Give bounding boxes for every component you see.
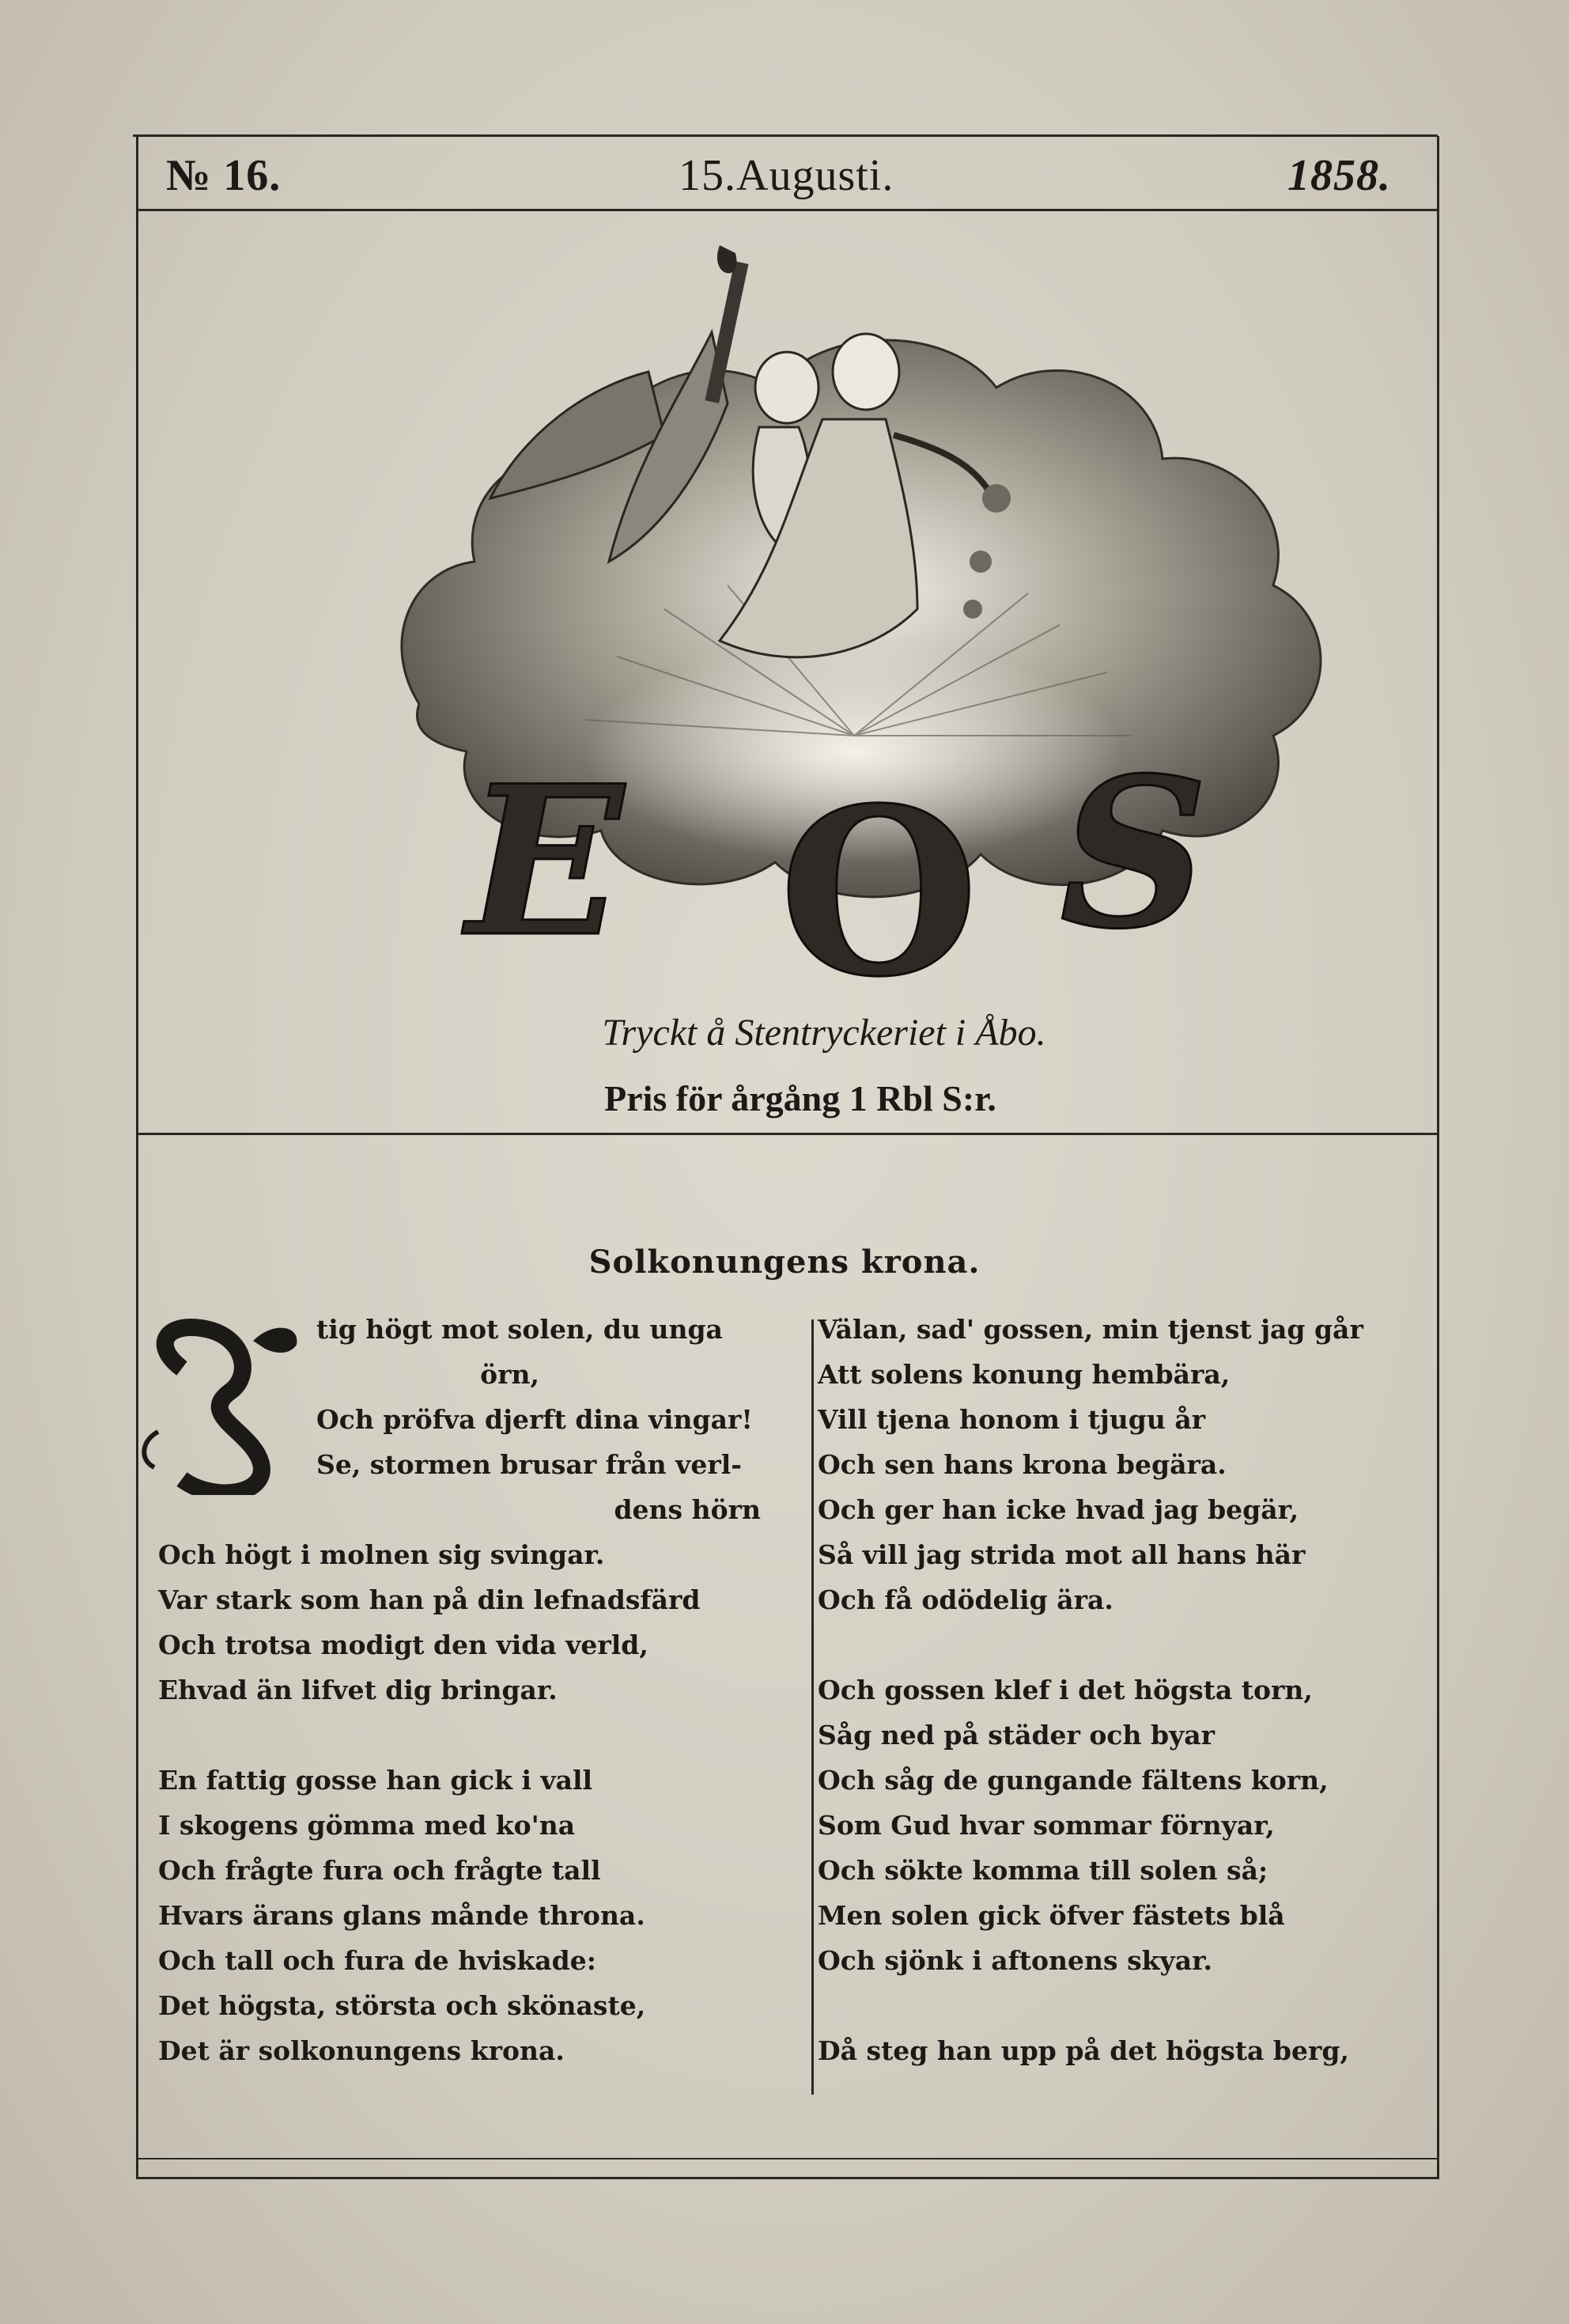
poem-line: Men solen gick öfver fästets blå (818, 1900, 1285, 1931)
poem-line: tig högt mot solen, du unga (316, 1314, 723, 1345)
poem-line: Ehvad än lifvet dig bringar. (158, 1675, 558, 1705)
poem-left-column (158, 1307, 800, 2073)
masthead-letter-e: E (467, 741, 624, 982)
masthead-letter-s: S (1060, 733, 1208, 975)
eos-letters (460, 733, 1208, 1028)
poem-line: Och få odödelig ära. (818, 1584, 1113, 1615)
poem-line: Vill tjena honom i tjugu år (818, 1404, 1206, 1435)
poem-line: Det högsta, största och skönaste, (158, 1990, 646, 2021)
poem-line: Och gossen klef i det högsta torn, (818, 1675, 1313, 1705)
poem-line: Att solens konung hembära, (818, 1359, 1231, 1390)
poem-line: Och frågte fura och frågte tall (158, 1855, 601, 1886)
masthead-rule (136, 209, 1437, 211)
poem-line: Och pröfva djerft dina vingar! (316, 1404, 753, 1435)
poem-line: Hvars ärans glans månde throna. (158, 1900, 645, 1931)
poem-line: Det är solkonungens krona. (158, 2035, 565, 2066)
poem-line: Såg ned på städer och byar (818, 1720, 1216, 1751)
poem-line: I skogens gömma med ko'na (158, 1810, 576, 1841)
poem-line: Och ger han icke hvad jag begär, (818, 1494, 1299, 1525)
poem-line: Och sjönk i aftonens skyar. (818, 1945, 1212, 1976)
poem-line: Var stark som han på din lefnadsfärd (158, 1584, 701, 1615)
poem-line: Se, stormen brusar från verl- (316, 1449, 742, 1480)
bottom-rule (136, 2158, 1437, 2159)
poem-line: Och sen hans krona begära. (818, 1449, 1227, 1480)
masthead-vignette (348, 229, 1368, 1028)
poem-line: dens hörn (614, 1494, 761, 1525)
stanza-break (818, 1983, 1419, 2028)
poem-line: Och sökte komma till solen så; (818, 1855, 1268, 1886)
masthead-letter-o: O (779, 759, 979, 1028)
poem-title: Solkonungens krona. (588, 1243, 981, 1281)
subscription-price: Pris för årgång 1 Rbl S:r. (604, 1078, 996, 1118)
poem-line: Och såg de gungande fältens korn, (818, 1765, 1329, 1796)
poem-line: Välan, sad' gossen, min tjenst jag går (818, 1314, 1363, 1345)
poem-line: Och tall och fura de hviskade: (158, 1945, 596, 1976)
poem-line: Och högt i molnen sig svingar. (158, 1539, 605, 1570)
issue-date: 15.Augusti. (679, 151, 894, 200)
poem-line: Och trotsa modigt den vida verld, (158, 1629, 648, 1660)
poem-line: En fattig gosse han gick i vall (158, 1765, 593, 1796)
poem-line: Då steg han upp på det högsta berg, (818, 2035, 1349, 2066)
issue-number: № 16. (166, 151, 282, 200)
imprint-line: Tryckt å Stentryckeriet i Åbo. (602, 1012, 1046, 1054)
stanza-break (158, 1713, 800, 1758)
poem-right-column (818, 1307, 1419, 2073)
column-divider (811, 1319, 814, 2095)
price-rule (136, 1133, 1437, 1135)
stanza-break (818, 1622, 1419, 1667)
issue-year: 1858. (1287, 151, 1391, 200)
poem-line: Så vill jag strida mot all hans här (818, 1539, 1306, 1570)
poem-line: Som Gud hvar sommar förnyar, (818, 1810, 1275, 1841)
poem-line: örn, (480, 1359, 539, 1390)
